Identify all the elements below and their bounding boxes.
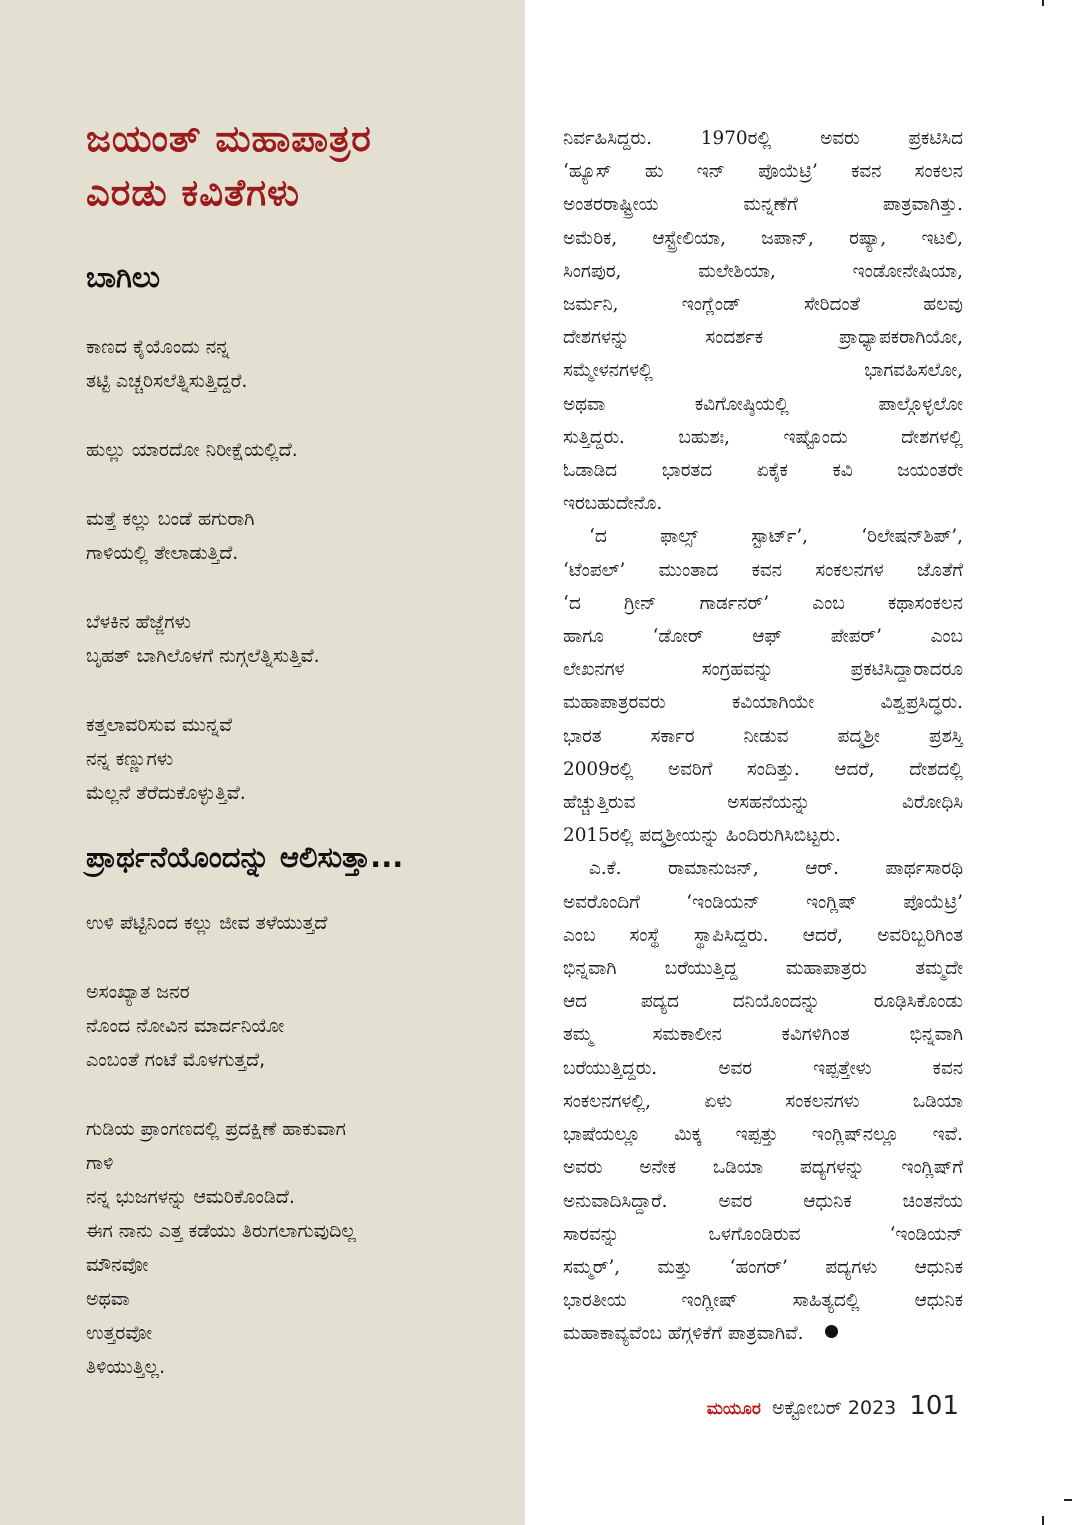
article-line: ಸಾರವನ್ನು ಒಳಗೊಂಡಿರುವ ‘ಇಂಡಿಯನ್ bbox=[563, 1223, 963, 1245]
article-line: ಇರಬಹುದೇನೊ. bbox=[563, 493, 663, 515]
poem-line: ನೊಂದ ನೋವಿನ ಮಾರ್ದನಿಯೋ bbox=[86, 1015, 285, 1037]
article-line: ಅವರೊಂದಿಗೆ ‘ಇಂಡಿಯನ್ ಇಂಗ್ಲಿಷ್ ಪೊಯೆಟ್ರಿ’ bbox=[563, 891, 963, 913]
poem-line: ಗಾಳಿಯಲ್ಲಿ ತೇಲಾಡುತ್ತಿದೆ. bbox=[86, 542, 239, 564]
article-line: ಜರ್ಮನಿ, ಇಂಗ್ಲೆಂಡ್ ಸೇರಿದಂತೆ ಹಲವು bbox=[563, 294, 963, 316]
article-line: ಸಮ್ಮೇಳನಗಳಲ್ಲಿ ಭಾಗವಹಿಸಲೋ, bbox=[563, 360, 963, 382]
end-bullet-icon bbox=[825, 1325, 838, 1338]
poem-line: ಮೌನವೋ bbox=[86, 1254, 149, 1276]
article-line: ಭಾಷೆಯಲ್ಲೂ ಮಿಕ್ಕ ಇಪ್ಪತ್ತು ಇಂಗ್ಲಿಷ್‌ನಲ್ಲೂ ಇವೆ. bbox=[563, 1124, 963, 1146]
poem-line: ಮತ್ತೆ ಕಲ್ಲು ಬಂಡೆ ಹಗುರಾಗಿ bbox=[86, 508, 255, 530]
poem-stanza bbox=[86, 1112, 516, 1384]
article-line: ಭಾರತೀಯ ಇಂಗ್ಲೀಷ್ ಸಾಹಿತ್ಯದಲ್ಲಿ ಆಧುನಿಕ bbox=[563, 1290, 963, 1312]
crop-mark-top bbox=[1042, 0, 1044, 6]
poem-line: ಕತ್ತಲಾವರಿಸುವ ಮುನ್ನವೆ bbox=[86, 714, 233, 736]
poem-line: ಕಾಣದ ಕೈಯೊಂದು ನನ್ನ bbox=[86, 336, 230, 358]
poem-line: ಅಥವಾ bbox=[86, 1288, 130, 1310]
poem-bagilu bbox=[86, 330, 516, 845]
article-body bbox=[563, 122, 963, 1351]
poem-line: ಅಸಂಖ್ಯಾತ ಜನರ bbox=[86, 981, 190, 1003]
article-line: ಸಮ್ಮರ್’, ಮತ್ತು ‘ಹಂಗರ್’ ಪದ್ಯಗಳು ಆಧುನಿಕ bbox=[563, 1256, 963, 1278]
poem-line: ಈಗ ನಾನು ಎತ್ತ ಕಡೆಯು ತಿರುಗಲಾಗುವುದಿಲ್ಲ bbox=[86, 1220, 356, 1242]
poem-line: ಮೆಲ್ಲನೆ ತೆರೆದುಕೊಳ್ಳುತ್ತಿವೆ. bbox=[86, 782, 246, 804]
poem-stanza bbox=[86, 433, 516, 467]
article-line: 2009ರಲ್ಲಿ ಅವರಿಗೆ ಸಂದಿತ್ತು. ಆದರೆ, ದೇಶದಲ್ಲಿ bbox=[563, 758, 963, 780]
poem-line: ಬೆಳಕಿನ ಹೆಜ್ಜೆಗಳು bbox=[86, 611, 191, 633]
poem-stanza bbox=[86, 502, 516, 570]
article-line: ಸಿಂಗಪುರ, ಮಲೇಶಿಯಾ, ಇಂಡೋನೇಷಿಯಾ, bbox=[563, 260, 963, 282]
poem-line: ಉತ್ತರವೋ bbox=[86, 1322, 153, 1344]
title-line: ಜಯಂತ್ ಮಹಾಪಾತ್ರರ bbox=[86, 117, 372, 160]
poem-stanza bbox=[86, 906, 516, 940]
magazine-logo: ಮಯೂರ bbox=[706, 1399, 761, 1419]
poem-stanza bbox=[86, 330, 516, 398]
article-line: ಸುತ್ತಿದ್ದರು. ಬಹುಶಃ, ಇಷ್ಟೊಂದು ದೇಶಗಳಲ್ಲಿ bbox=[563, 426, 963, 448]
article-line: ದೇಶಗಳನ್ನು ಸಂದರ್ಶಕ ಪ್ರಾಧ್ಯಾಪಕರಾಗಿಯೋ, bbox=[563, 327, 963, 349]
article-line: ಅನುವಾದಿಸಿದ್ದಾರೆ. ಅವರ ಆಧುನಿಕ ಚಿಂತನೆಯ bbox=[563, 1190, 963, 1212]
article-line: ಬರೆಯುತ್ತಿದ್ದರು. ಅವರ ಇಪ್ಪತ್ತೇಳು ಕವನ bbox=[563, 1057, 963, 1079]
article-line: ‘ಟೆಂಪಲ್’ ಮುಂತಾದ ಕವನ ಸಂಕಲನಗಳ ಜೊತೆಗೆ bbox=[563, 559, 963, 581]
page-footer bbox=[707, 1391, 959, 1421]
poem-line: ಉಳಿ ಪೆಟ್ಟಿನಿಂದ ಕಲ್ಲು ಜೀವ ತಳೆಯುತ್ತದೆ bbox=[86, 912, 328, 934]
poem-stanza bbox=[86, 605, 516, 673]
article-line: ಲೇಖನಗಳ ಸಂಗ್ರಹವನ್ನು ಪ್ರಕಟಿಸಿದ್ದಾರಾದರೂ bbox=[563, 659, 963, 681]
poem-line: ನನ್ನ ಕಣ್ಣುಗಳು bbox=[86, 748, 174, 770]
poem-stanza bbox=[86, 708, 516, 810]
poem-line: ತಿಳಿಯುತ್ತಿಲ್ಲ. bbox=[86, 1356, 166, 1378]
article-line: ಮಹಾಪಾತ್ರರವರು ಕವಿಯಾಗಿಯೇ ವಿಶ್ವಪ್ರಸಿದ್ಧರು. bbox=[563, 692, 963, 714]
poem-line: ಹುಲ್ಲು ಯಾರದೋ ನಿರೀಕ್ಷೆಯಲ್ಲಿದೆ. bbox=[86, 439, 298, 461]
poem-line: ಗಾಳಿ bbox=[86, 1152, 114, 1174]
crop-mark-bottom bbox=[1042, 1516, 1044, 1525]
poem-title-bagilu: ಬಾಗಿಲು bbox=[86, 260, 160, 294]
title-line: ಎರಡು ಕವಿತೆಗಳು bbox=[86, 171, 301, 214]
article-line: ಅಮೆರಿಕ, ಆಸ್ಟ್ರೇಲಿಯಾ, ಜಪಾನ್, ರಷ್ಯಾ, ಇಟಲಿ, bbox=[563, 227, 963, 249]
article-line: ಭಿನ್ನವಾಗಿ ಬರೆಯುತ್ತಿದ್ದ ಮಹಾಪಾತ್ರರು ತಮ್ಮದೇ bbox=[563, 958, 963, 980]
poem-line: ನನ್ನ ಭುಜಗಳನ್ನು ಆಮರಿಕೊಂಡಿದೆ. bbox=[86, 1186, 295, 1208]
article-line: ತಮ್ಮ ಸಮಕಾಲೀನ ಕವಿಗಳಿಗಿಂತ ಭಿನ್ನವಾಗಿ bbox=[563, 1024, 963, 1046]
article-line: ‘ದ ಫಾಲ್ಸ್ ಸ್ಟಾರ್ಟ್’, ‘ರಿಲೇಷನ್‌ಶಿಪ್’, bbox=[589, 526, 963, 548]
poem-line: ಬೃಹತ್ ಬಾಗಿಲೊಳಗೆ ನುಗ್ಗಲೆತ್ನಿಸುತ್ತಿವೆ. bbox=[86, 645, 320, 667]
article-line: ಅಂತರರಾಷ್ಟ್ರೀಯ ಮನ್ನಣೆಗೆ ಪಾತ್ರವಾಗಿತ್ತು. bbox=[563, 194, 963, 216]
article-line: ಮಹಾಕಾವ್ಯವೆಂಬ ಹೆಗ್ಗಳಿಕೆಗೆ ಪಾತ್ರವಾಗಿವೆ. bbox=[563, 1317, 963, 1350]
page-number: 101 bbox=[909, 1391, 959, 1421]
article-line: ಹಾಗೂ ‘ಡೋರ್ ಆಫ್ ಪೇಪರ್’ ಎಂಬ bbox=[563, 626, 963, 648]
article-line: ಅವರು ಅನೇಕ ಒಡಿಯಾ ಪದ್ಯಗಳನ್ನು ಇಂಗ್ಲಿಷ್‌ಗೆ bbox=[563, 1157, 963, 1179]
article-line: ನಿರ್ವಹಿಸಿದ್ದರು. 1970ರಲ್ಲಿ ಅವರು ಪ್ರಕಟಿಸಿದ bbox=[563, 128, 963, 149]
article-line: 2015ರಲ್ಲಿ ಪದ್ಮಶ್ರೀಯನ್ನು ಹಿಂದಿರುಗಿಸಿಬಿಟ್ಟರು. bbox=[563, 825, 841, 847]
article-line: ಎಂಬ ಸಂಸ್ಥೆ ಸ್ಥಾಪಿಸಿದ್ದರು. ಆದರೆ, ಅವರಿಬ್ಬರಿಗಿಂತ bbox=[563, 924, 963, 946]
issue-date: ಅಕ್ಟೋಬರ್ 2023 bbox=[772, 1397, 897, 1419]
article-line: ‘ದ ಗ್ರೀನ್ ಗಾರ್ಡನರ್’ ಎಂಬ ಕಥಾಸಂಕಲನ bbox=[563, 592, 963, 614]
poem-title-prarthane: ಪ್ರಾರ್ಥನೆಯೊಂದನ್ನು ಆಲಿಸುತ್ತಾ... bbox=[86, 840, 404, 874]
article-line: ಸಂಕಲನಗಳಲ್ಲಿ, ಏಳು ಸಂಕಲನಗಳು ಒಡಿಯಾ bbox=[563, 1090, 963, 1112]
article-line: ಹೆಚ್ಚುತ್ತಿರುವ ಅಸಹನೆಯನ್ನು ವಿರೋಧಿಸಿ bbox=[563, 792, 963, 814]
article-line: ‘ಹ್ಯೂಸ್ ಹು ಇನ್ ಪೊಯೆಟ್ರಿ’ ಕವನ ಸಂಕಲನ bbox=[563, 161, 963, 183]
poem-line: ಗುಡಿಯ ಪ್ರಾಂಗಣದಲ್ಲಿ ಪ್ರದಕ್ಷಿಣೆ ಹಾಕುವಾಗ bbox=[86, 1118, 346, 1140]
article-title bbox=[86, 112, 516, 220]
article-line: ಆದ ಪದ್ಯದ ದನಿಯೊಂದನ್ನು ರೂಢಿಸಿಕೊಂಡು bbox=[563, 991, 963, 1013]
article-line: ಓಡಾಡಿದ ಭಾರತದ ಏಕೈಕ ಕವಿ ಜಯಂತರೇ bbox=[563, 460, 963, 482]
article-line: ಭಾರತ ಸರ್ಕಾರ ನೀಡುವ ಪದ್ಮಶ್ರೀ ಪ್ರಶಸ್ತಿ bbox=[563, 725, 963, 747]
crop-mark-right-bottom bbox=[1064, 1499, 1072, 1501]
article-line: ಅಥವಾ ಕವಿಗೋಷ್ಠಿಯಲ್ಲಿ ಪಾಲ್ಗೊಳ್ಳಲೋ bbox=[563, 393, 963, 415]
article-line: ಎ.ಕೆ. ರಾಮಾನುಜನ್, ಆರ್. ಪಾರ್ಥಸಾರಥಿ bbox=[589, 858, 963, 880]
poem-line: ತಟ್ಟಿ ಎಚ್ಚರಿಸಲೆತ್ನಿಸುತ್ತಿದ್ದರೆ. bbox=[86, 370, 248, 392]
poem-line: ಎಂಬಂತೆ ಗಂಟೆ ಮೊಳಗುತ್ತದೆ, bbox=[86, 1049, 266, 1071]
poem-prarthane bbox=[86, 906, 516, 1419]
poem-stanza bbox=[86, 975, 516, 1077]
